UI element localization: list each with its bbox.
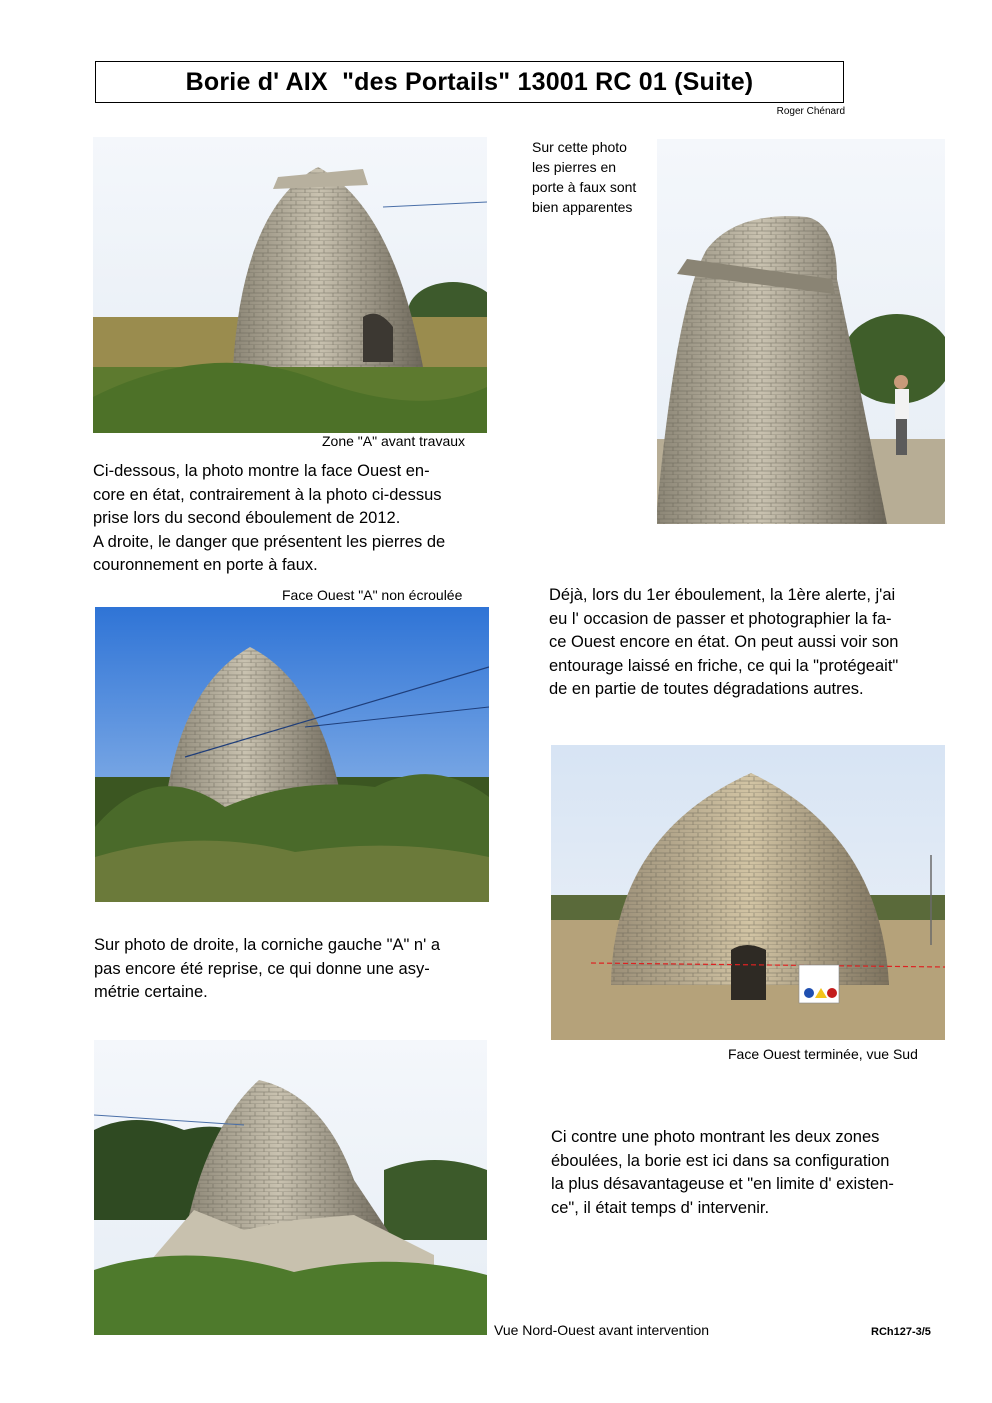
- paragraph-west-face-intro: [93, 460, 445, 578]
- text-line: métrie certaine.: [94, 983, 208, 1001]
- text-line: ce Ouest encore en état. On peut aussi voir son: [549, 633, 899, 651]
- photo2-note: [532, 137, 636, 217]
- photo-zone-a-before-works: [93, 137, 487, 433]
- photo1-caption: Zone "A" avant travaux: [322, 433, 466, 449]
- photo3-caption: Face Ouest "A" non écroulée: [282, 587, 463, 603]
- photo-north-west-before-intervention: [94, 1040, 487, 1335]
- note-line: les pierres en: [532, 159, 617, 175]
- text-line: eu l' occasion de passer et photographier la fa-: [549, 609, 892, 628]
- page-title: Borie d' AIX "des Portails" 13001 RC 01 (Suite): [185, 67, 754, 96]
- text-line: prise lors du second éboulement de 2012.: [93, 509, 401, 527]
- text-line: Déjà, lors du 1er éboulement, la 1ère alerte, j'ai: [549, 586, 896, 604]
- paragraph-first-collapse: [549, 584, 898, 702]
- text-line: la plus désavantageuse et "en limite d' existen-: [551, 1175, 894, 1193]
- text-line: Ci-dessous, la photo montre la face Ouest en-: [93, 462, 430, 480]
- author-name: Roger Chénard: [776, 106, 845, 117]
- text-line: Ci contre une photo montrant les deux zones: [551, 1128, 880, 1146]
- paragraph-two-collapsed-zones: [551, 1126, 894, 1220]
- text-line: pas encore été reprise, ce qui donne une asy-: [94, 959, 430, 978]
- text-line: Sur photo de droite, la corniche gauche "A" n' a: [94, 936, 441, 954]
- photo-west-face-completed: [551, 745, 945, 1040]
- text-line: A droite, le danger que présentent les pierres de: [93, 532, 446, 551]
- text-line: ce", il était temps d' intervenir.: [551, 1198, 770, 1217]
- photo5-caption: Vue Nord-Ouest avant intervention: [494, 1322, 710, 1338]
- photo4-caption: Face Ouest terminée, vue Sud: [728, 1046, 918, 1062]
- photo-overhanging-stones: [657, 139, 945, 524]
- photo-west-face-intact: [95, 607, 489, 902]
- note-line: porte à faux sont: [532, 179, 637, 195]
- title-box: [95, 61, 844, 103]
- page-reference: RCh127-3/5: [871, 1326, 931, 1338]
- text-line: core en état, contrairement à la photo ci-dessus: [93, 485, 442, 504]
- text-line: éboulées, la borie est ici dans sa configuration: [551, 1151, 890, 1170]
- note-line: bien apparentes: [532, 199, 633, 215]
- text-line: de en partie de toutes dégradations autres.: [549, 680, 864, 698]
- note-line: Sur cette photo: [532, 139, 627, 155]
- text-line: couronnement en porte à faux.: [93, 556, 318, 574]
- paragraph-left-cornice: [94, 934, 440, 1005]
- text-line: entourage laissé en friche, ce qui la "protégeait": [549, 656, 899, 675]
